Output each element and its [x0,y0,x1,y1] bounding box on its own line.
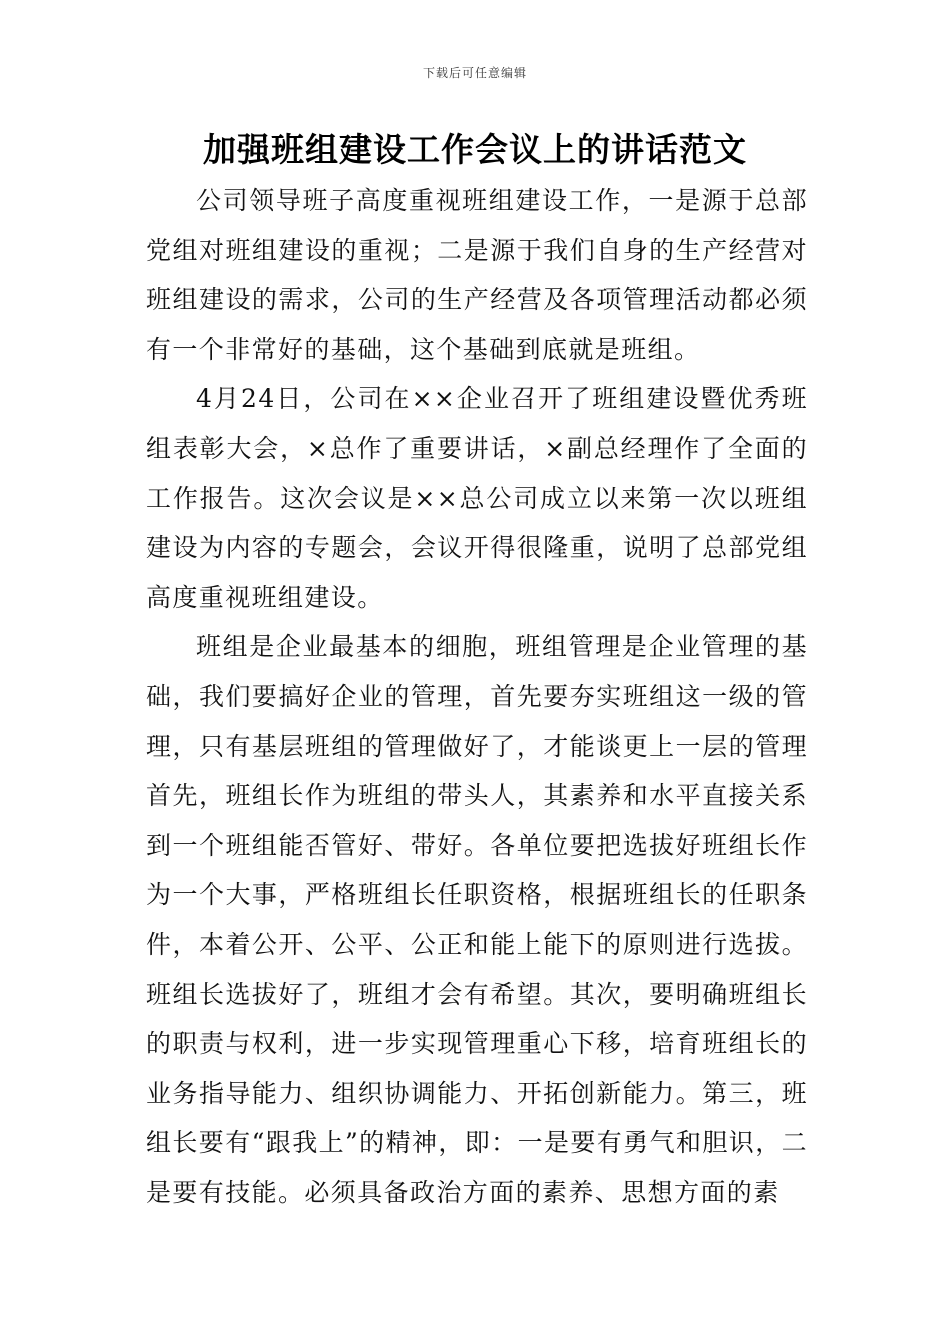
header-note: 下载后可任意编辑 [422,66,527,80]
document-title: 加强班组建设工作会议上的讲话范文 [203,130,747,169]
paragraph-3: 班组是企业最基本的细胞，班组管理是企业管理的基础，我们要搞好企业的管理，首先要夯实班组这一级的管理，只有基层班组的管理做好了，才能谈更上一层的管理首先，班组长作为班组的带头人，其素养和水平直接关系到一个班组能否管好、带好。各单位要把选拔好班组长作为一个大事，严格班组长任职资格，根据班组长的任职条件，本着公开、公平、公正和能上能下的原则进行选拔。班组长选拔好了，班组才会有希望。其次，要明确班组长的职责与权利，进一步实现管理重心下移，培育班组长的业务指导能力、组织协调能力、开拓创新能力。第三，班组长要有“跟我上”的精神，即：一是要有勇气和胆识，二是要有技能。必须具备政治方面的素养、思想方面的素 [146,632,808,1207]
paragraph-1: 公司领导班子高度重视班组建设工作，一是源于总部党组对班组建设的重视；二是源于我们自身的生产经营对班组建设的需求，公司的生产经营及各项管理活动都必须有一个非常好的基础，这个基础到底就是班组。 [146,186,808,364]
paragraph-2: 4月24日，公司在××企业召开了班组建设暨优秀班组表彰大会，×总作了重要讲话，×副总经理作了全面的工作报告。这次会议是××总公司成立以来第一次以班组建设为内容的专题会，会议开得很隆重，说明了总部党组高度重视班组建设。 [146,384,808,612]
document-body [146,176,808,1217]
